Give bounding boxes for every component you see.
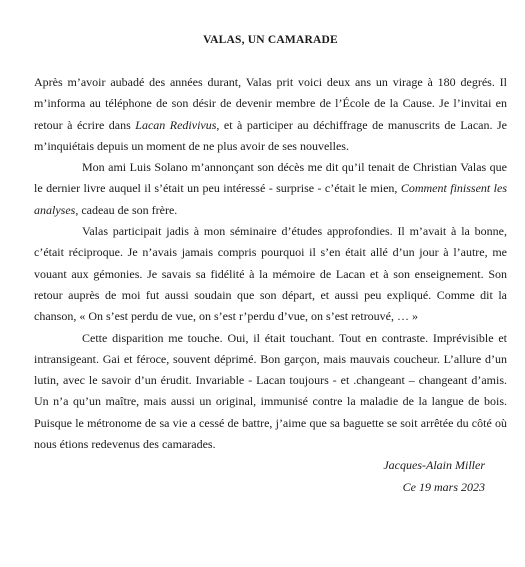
- paragraph-3-text: Valas participait jadis à mon séminaire d’études approfondies. Il m’avait à la bonne, c’était réciproque. Je n’avais jamais compris pourquoi il s’en était allé d’un jour à l’autre, me vouant aux gémonies. Je savais sa fidélité à la mémoire de Lacan et à son enseignement. Son retour auprès de moi fut aussi soudain que son départ, et aussi peu expliqué. Comme dit la chanson, « On s’est perdu de vue, on s’est r’perdu d’vue, on s’est retrouvé, … »: [34, 224, 507, 324]
- paragraph-1: [34, 72, 507, 157]
- paragraph-4-text: Cette disparition me touche. Oui, il était touchant. Tout en contraste. Imprévisible et intransigeant. Gai et féroce, souvent déprimé. Bon garçon, mais mauvais coucheur. L’allure d’un lutin, avec le savoir d’un érudit. Invariable - Lacan toujours - et .changeant – changeant d’amis. Un n’a qu’un maître, mais aussi un original, immunisé contre la maladie de la langue de bois. Puisque le métronome de sa vie a cessé de battre, j’aime que sa baguette se soit arrêtée du côté où nous étions redevenus des camarades.: [34, 330, 507, 452]
- paragraph-2: [34, 157, 507, 221]
- paragraph-3: [34, 221, 507, 327]
- paragraph-4: [34, 328, 507, 456]
- book-title-comment-finissent-les-analyses: Comment finissent les analyses: [34, 181, 507, 217]
- journal-title-lacan-redivivus: Lacan Redivivus: [135, 117, 217, 132]
- document-title: VALAS, UN CAMARADE: [203, 34, 338, 46]
- paragraph-1-text-b: , et à participer au déchiffrage de manuscrits de Lacan. Je m’inquiétais depuis un moment de ne plus avoir de ses nouvelles.: [34, 117, 507, 153]
- paragraph-1-text-a: Après m’avoir aubadé des années durant, Valas prit voici deux ans un virage à 180 degrés. Il m’informa au téléphone de son désir de devenir membre de l’École de la Cause. Je l’invitai en retour à écrire dans: [34, 75, 507, 132]
- author-signature: Jacques-Alain Miller: [383, 458, 485, 473]
- paragraph-2-text-a: Mon ami Luis Solano m’annonçant son décès me dit qu’il tenait de Christian Valas que le dernier livre auquel il s’était un peu intéressé - surprise - c’était le mien,: [34, 160, 507, 196]
- paragraph-2-text-b: , cadeau de son frère.: [75, 202, 178, 217]
- signature-date: Ce 19 mars 2023: [402, 479, 485, 494]
